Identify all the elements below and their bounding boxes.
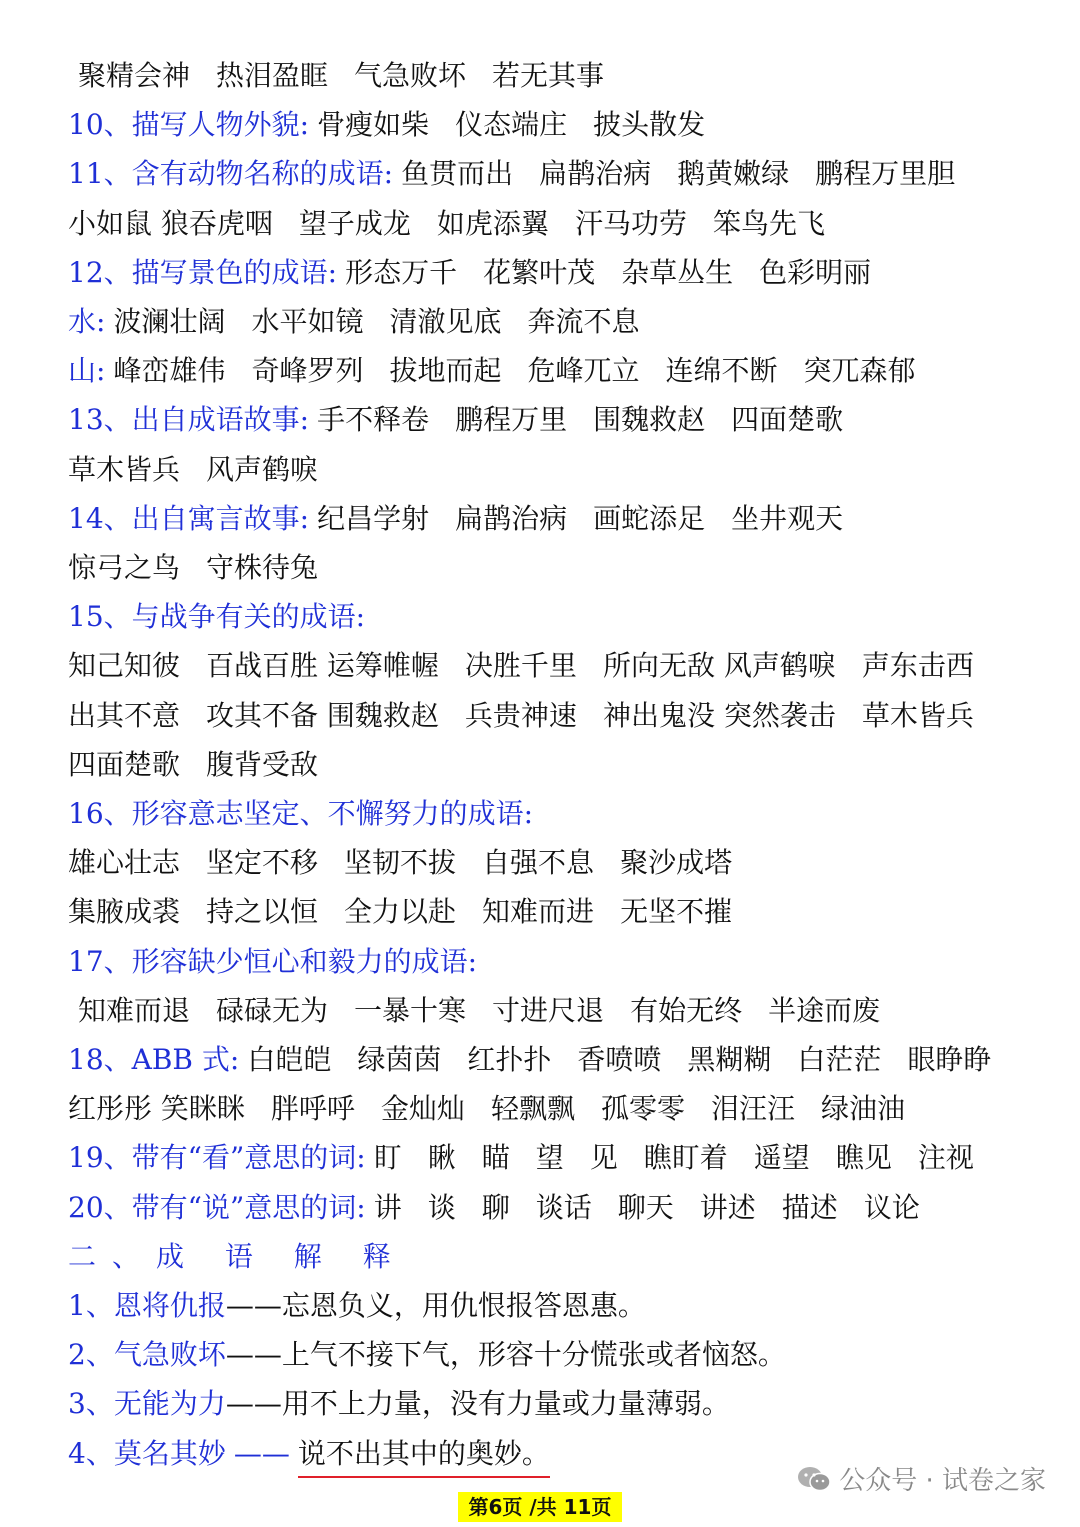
idiom-text: 清澈见底 xyxy=(389,305,502,338)
text-line xyxy=(78,991,1040,1031)
idiom-text: 盯 xyxy=(373,1141,402,1175)
idiom-text: 热泪盈眶 xyxy=(216,59,329,92)
idiom-text: 气急败坏 xyxy=(354,59,467,92)
idiom-text: 持之以恒 xyxy=(206,895,319,929)
idiom-text: 骨瘦如柴 xyxy=(317,108,430,142)
idiom-text: 望 xyxy=(535,1141,564,1175)
idiom-text: 绿油油 xyxy=(820,1092,905,1126)
text-line xyxy=(68,204,1040,244)
idiom-text: 小如鼠 狼吞虎咽 xyxy=(68,206,273,240)
text-line xyxy=(68,1237,1040,1277)
idiom-text: 瞧见 xyxy=(835,1141,892,1175)
idiom-text: 孤零零 xyxy=(600,1092,685,1126)
text-line xyxy=(68,1188,1040,1228)
idiom-text: 瞅 xyxy=(427,1141,456,1175)
idiom-text: 注视 xyxy=(917,1141,974,1175)
idiom-text: 奇峰罗列 xyxy=(251,354,364,388)
idiom-text: 声东击西 xyxy=(861,649,974,683)
idiom-text: 无坚不摧 xyxy=(620,895,733,929)
idiom-text: 形态万千 xyxy=(345,255,458,289)
idiom-text: 全力以赴 xyxy=(344,895,457,929)
idiom-text: 草木皆兵 xyxy=(861,698,974,732)
idiom-text: 知己知彼 xyxy=(68,649,181,683)
idiom-text: 有始无终 xyxy=(630,993,743,1027)
idiom-text: 兵贵神速 xyxy=(464,698,577,732)
text-line xyxy=(68,450,1040,490)
idiom-text: 笨鸟先飞 xyxy=(712,206,825,240)
section-label: 18、ABB 式: xyxy=(68,1043,240,1076)
idiom-text: 瞧盯着 xyxy=(643,1141,728,1175)
idiom-text: 聊天 xyxy=(617,1190,674,1224)
watermark-text: 公众号 · 试卷之家 xyxy=(839,1466,1046,1496)
idiom-text: 杂草丛生 xyxy=(621,255,734,289)
text-line xyxy=(68,892,1040,932)
idiom-text: 所向无敌 风声鹤唳 xyxy=(602,649,836,683)
idiom-text: 花繁叶茂 xyxy=(483,255,596,289)
idiom-text: 见 xyxy=(589,1141,618,1175)
section-label: 二、成 语 解 释 xyxy=(68,1239,407,1273)
idiom-text: ——忘恩负义，用仇恨报答恩惠。 xyxy=(225,1289,646,1322)
section-label: 13、出自成语故事: xyxy=(68,403,310,437)
text-line xyxy=(68,548,1040,588)
idiom-text: 寸进尺退 xyxy=(492,993,605,1027)
idiom-text: 腹背受敌 xyxy=(206,747,319,781)
idiom-text: 聚精会神 xyxy=(78,59,191,92)
text-line xyxy=(68,794,1040,834)
idiom-text: 说不出其中的奥妙。 xyxy=(298,1434,550,1478)
idiom-text: 坚韧不拔 xyxy=(344,846,457,880)
idiom-text: 决胜千里 xyxy=(464,649,577,683)
idiom-text: 遥望 xyxy=(753,1141,810,1175)
idiom-text: 一暴十寒 xyxy=(354,993,467,1027)
idiom-text: 白皑皑 xyxy=(247,1043,332,1076)
idiom-text: 鹅黄嫩绿 xyxy=(677,157,790,191)
idiom-text: 香喷喷 xyxy=(577,1043,662,1076)
idiom-text: 纪昌学射 xyxy=(317,501,430,535)
page-number-footer xyxy=(458,1492,622,1522)
idiom-text: 四面楚歌 xyxy=(731,403,844,437)
idiom-text: 雄心壮志 xyxy=(68,846,181,880)
section-label: 19、带有“看”意思的词: xyxy=(68,1141,366,1175)
section-label: 14、出自寓言故事: xyxy=(68,501,310,535)
idiom-text: 突兀森郁 xyxy=(803,354,916,388)
idiom-text: 水平如镜 xyxy=(251,305,364,338)
text-line xyxy=(68,499,1040,539)
section-label: 3、无能为力 xyxy=(68,1387,226,1421)
idiom-text: 连绵不断 xyxy=(665,354,778,388)
text-line xyxy=(68,400,1040,440)
idiom-text: 聚沙成塔 xyxy=(620,846,733,880)
idiom-text: 扁鹊治病 xyxy=(539,157,652,191)
idiom-text: 集腋成裘 xyxy=(68,895,181,929)
text-line xyxy=(68,1286,1040,1326)
section-label: 17、形容缺少恒心和毅力的成语: xyxy=(68,944,478,978)
idiom-text: 惊弓之鸟 xyxy=(68,551,181,584)
idiom-text: 胖呼呼 xyxy=(270,1092,355,1126)
idiom-text: 望子成龙 xyxy=(298,206,411,240)
text-line xyxy=(68,105,1040,145)
idiom-text: 坚定不移 xyxy=(206,846,319,880)
idiom-text: 危峰兀立 xyxy=(527,354,640,388)
text-line xyxy=(68,597,1040,637)
idiom-text: 轻飘飘 xyxy=(490,1092,575,1126)
idiom-text: 黑糊糊 xyxy=(687,1043,772,1076)
idiom-text: 披头散发 xyxy=(593,108,706,142)
idiom-text: 画蛇添足 xyxy=(593,501,706,535)
section-label: 水: xyxy=(68,305,106,338)
idiom-text: 绿茵茵 xyxy=(357,1043,442,1076)
idiom-text: 波澜壮阔 xyxy=(113,305,226,338)
idiom-text: 百战百胜 运筹帷幄 xyxy=(206,649,439,683)
section-label: 2、气急败坏 xyxy=(68,1338,226,1372)
text-line xyxy=(68,745,1040,785)
section-label: 12、描写景色的成语: xyxy=(68,255,338,289)
watermark xyxy=(797,1460,1046,1497)
section-label: —— xyxy=(233,1436,290,1470)
idiom-text: ——上气不接下气，形容十分慌张或者恼怒。 xyxy=(225,1338,786,1372)
idiom-text: 神出鬼没 突然袭击 xyxy=(602,698,836,732)
text-line xyxy=(68,1089,1040,1129)
idiom-text: 攻其不备 围魏救赵 xyxy=(206,698,439,732)
text-line xyxy=(68,696,1040,736)
idiom-text: 知难而进 xyxy=(482,895,595,929)
idiom-text: 金灿灿 xyxy=(380,1092,465,1126)
idiom-text: 风声鹤唳 xyxy=(206,452,319,486)
text-line xyxy=(68,253,1040,293)
idiom-text: 草木皆兵 xyxy=(68,452,181,486)
section-label: 山: xyxy=(68,354,106,388)
text-line xyxy=(68,154,1040,194)
section-label: 16、形容意志坚定、不懈努力的成语: xyxy=(68,797,534,830)
idiom-text: 讲 xyxy=(373,1190,402,1224)
idiom-text: 鱼贯而出 xyxy=(401,157,514,191)
idiom-text: 讲述 xyxy=(699,1190,756,1224)
idiom-text: 谈 xyxy=(427,1190,456,1224)
text-line xyxy=(78,56,1040,96)
idiom-text: 鹏程万里胆 xyxy=(815,157,956,191)
idiom-text: 谈话 xyxy=(535,1190,592,1224)
idiom-text: 知难而退 xyxy=(78,993,191,1027)
idiom-text: 扁鹊治病 xyxy=(455,501,568,535)
text-line xyxy=(68,1040,1040,1080)
idiom-text: 红彤彤 笑眯眯 xyxy=(68,1092,245,1126)
idiom-text: 出其不意 xyxy=(68,698,181,732)
idiom-text: 峰峦雄伟 xyxy=(113,354,226,388)
idiom-text: 手不释卷 xyxy=(317,403,430,437)
text-line xyxy=(68,843,1040,883)
text-line xyxy=(68,646,1040,686)
wechat-icon xyxy=(797,1465,831,1493)
idiom-text: 红扑扑 xyxy=(467,1043,552,1076)
idiom-text: 坐井观天 xyxy=(731,501,844,535)
text-line xyxy=(68,1138,1040,1178)
idiom-text: 半途而废 xyxy=(768,993,881,1027)
section-label: 4、莫名其妙 xyxy=(68,1436,226,1470)
section-label: 20、带有“说”意思的词: xyxy=(68,1190,366,1224)
text-line xyxy=(68,1335,1040,1375)
idiom-text: 泪汪汪 xyxy=(710,1092,795,1126)
section-label: 15、与战争有关的成语: xyxy=(68,600,366,634)
idiom-text: 守株待兔 xyxy=(206,551,319,584)
idiom-text: 鹏程万里 xyxy=(455,403,568,437)
idiom-text: 汗马功劳 xyxy=(574,206,687,240)
idiom-text: 描述 xyxy=(781,1190,838,1224)
idiom-text: 若无其事 xyxy=(492,59,605,92)
idiom-text: 眼睁睁 xyxy=(907,1043,992,1076)
text-line xyxy=(68,942,1040,982)
idiom-text: ——用不上力量，没有力量或力量薄弱。 xyxy=(225,1387,730,1421)
text-line xyxy=(68,302,1040,342)
idiom-text: 围魏救赵 xyxy=(593,403,706,437)
idiom-text: 仪态端庄 xyxy=(455,108,568,142)
section-label: 1、恩将仇报 xyxy=(68,1289,226,1322)
idiom-text: 色彩明丽 xyxy=(759,255,872,289)
idiom-text: 瞄 xyxy=(481,1141,510,1175)
idiom-text: 奔流不息 xyxy=(527,305,640,338)
section-label: 10、描写人物外貌: xyxy=(68,108,310,142)
text-line xyxy=(68,1384,1040,1424)
idiom-text: 聊 xyxy=(481,1190,510,1224)
page-number-label: 第6页 /共 11页 xyxy=(468,1495,612,1519)
idiom-text: 议论 xyxy=(863,1190,920,1224)
idiom-text: 拔地而起 xyxy=(389,354,502,388)
idiom-text: 碌碌无为 xyxy=(216,993,329,1027)
text-line xyxy=(68,351,1040,391)
idiom-text: 白茫茫 xyxy=(797,1043,882,1076)
idiom-text: 四面楚歌 xyxy=(68,747,181,781)
section-label: 11、含有动物名称的成语: xyxy=(68,157,394,191)
idiom-text: 自强不息 xyxy=(482,846,595,880)
idiom-text: 如虎添翼 xyxy=(436,206,549,240)
